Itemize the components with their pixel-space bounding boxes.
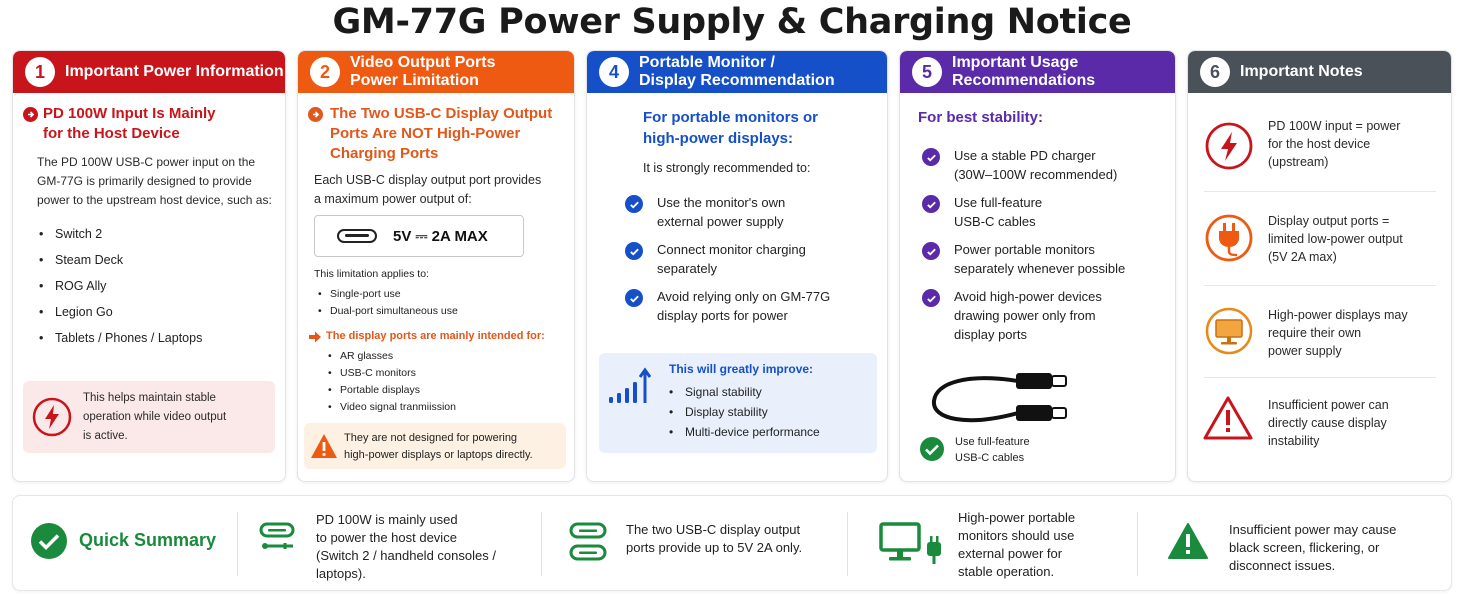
device-list [35,221,202,351]
divider [237,512,238,576]
card-video-output-ports [297,50,575,482]
monitor-icon [1204,306,1254,356]
check-circle-icon [625,289,643,307]
divider [847,512,848,576]
warning-icon [1167,522,1209,560]
list-item: • Display stability [665,402,820,422]
recommend-item: Avoid relying only on GM-77G display ports for power [625,287,830,325]
usage-item: Use full-feature USB-C cables [922,193,1042,231]
info-note: This helps maintain stable operation while video output is active. [23,381,275,453]
quick-summary [12,495,1452,591]
card-important-power-information [12,50,286,482]
check-circle-icon [922,148,940,166]
card-subhead: PD 100W Input Is Mainly for the Host Device [43,105,216,142]
card-header [1188,51,1451,93]
card-title: Video Output Ports Power Limitation [350,54,496,89]
list-item: • AR glasses [324,348,456,365]
list-item: • Dual-port simultaneous use [314,303,458,320]
note-text: Insufficient power can directly cause display instability [1268,398,1389,448]
summary-text: High-power portable monitors should use external power for stable operation. [958,510,1076,579]
list-item: • Steam Deck [35,247,202,273]
applies-list [314,286,458,320]
divider [1137,512,1138,576]
card-header [298,51,574,93]
arrow-right-circle-icon [308,107,323,122]
list-item: • USB-C monitors [324,365,456,382]
usage-item: Use a stable PD charger (30W–100W recommended) [922,146,1117,184]
summary-text: Insufficient power may cause black screen, flickering, or disconnect issues. [1229,522,1397,573]
improve-label: This will greatly improve: [669,362,814,376]
card-header [13,51,285,93]
dual-usb-c-icon [569,522,607,562]
card-subhead: The Two USB-C Display Output Ports Are NOT High-Power Charging Ports [330,105,553,162]
card-portable-monitor-recommendation [586,50,888,482]
section-number: 5 [912,57,942,87]
card-title: Important Usage Recommendations [952,54,1096,89]
power-spec-box [314,215,524,257]
check-circle-icon [922,195,940,213]
check-circle-icon [625,242,643,260]
recommend-item: Connect monitor charging separately [625,240,806,278]
recommend-item: Use the monitor's own external power supply [625,193,785,231]
plug-icon [1204,213,1254,263]
section-number: 6 [1200,57,1230,87]
section-number: 4 [599,57,629,87]
list-item: • Single-port use [314,286,458,303]
card-body: The PD 100W USB-C power input on the GM-77G is primarily designed to provide power to the upstream host device, such as: [37,155,272,207]
list-item: • Legion Go [35,299,202,325]
check-circle-icon [922,289,940,307]
improve-box [599,353,877,453]
signal-bars-icon [607,367,653,407]
usb-c-cable-icon [926,363,1086,427]
list-item: • Switch 2 [35,221,202,247]
summary-text: The two USB-C display output ports provide up to 5V 2A only. [626,522,803,555]
list-item: • Signal stability [665,382,820,402]
applies-label: This limitation applies to: [314,268,429,280]
card-important-notes [1187,50,1452,482]
usb-c-port-icon [259,520,295,556]
list-item: • Video signal tranmiission [324,399,456,416]
summary-label: Quick Summary [79,530,217,550]
check-circle-icon [920,437,944,461]
arrow-right-icon [308,330,322,344]
section-number: 1 [25,57,55,87]
card-body: Each USB-C display output port provides a maximum power output of: [314,173,542,206]
cable-caption: Use full-feature USB-C cables [955,436,1030,464]
card-title: Portable Monitor / Display Recommendation [639,54,835,89]
card-header [587,51,887,93]
arrow-right-circle-icon [23,107,38,122]
usage-item: Power portable monitors separately whenever possible [922,240,1125,278]
lightning-icon [1204,121,1254,171]
page-title: GM-77G Power Supply & Charging Notice [332,2,1132,42]
monitor-plug-icon [879,520,945,566]
list-item: • ROG Ally [35,273,202,299]
intended-list [324,348,456,416]
list-item: • Tablets / Phones / Laptops [35,325,202,351]
intended-label: The display ports are mainly intended for: [326,330,545,342]
summary-text: PD 100W is mainly used to power the host device (Switch 2 / handheld consoles / laptops). [316,512,496,581]
note-text: High-power displays may require their own power supply [1268,308,1408,358]
lightning-icon [31,396,73,438]
section-number: 2 [310,57,340,87]
card-subhead: For portable monitors or high-power displays: [643,109,819,147]
note-text: PD 100W input = power for the host device (upstream) [1268,119,1401,169]
improve-list [665,382,820,442]
divider [1204,191,1436,192]
card-title: Important Power Information [65,63,284,80]
card-subhead: For best stability: [918,109,1044,126]
usage-item: Avoid high-power devices drawing power only from display ports [922,287,1102,344]
divider [1204,285,1436,286]
warning-note: They are not designed for powering high-power displays or laptops directly. [304,423,566,469]
card-title: Important Notes [1240,63,1363,80]
list-item: • Portable displays [324,382,456,399]
usb-c-icon [337,229,377,243]
list-item: • Multi-device performance [665,422,820,442]
card-header [900,51,1175,93]
warning-icon [1202,395,1254,441]
check-circle-icon [922,242,940,260]
check-circle-icon [625,195,643,213]
divider [541,512,542,576]
check-circle-icon [31,523,67,559]
note-text: Display output ports = limited low-power output (5V 2A max) [1268,214,1403,264]
card-usage-recommendations [899,50,1176,482]
divider [1204,377,1436,378]
warning-icon [310,433,338,459]
recommend-intro: It is strongly recommended to: [643,161,811,175]
power-spec-text: 5V ⎓ 2A MAX [393,227,488,245]
